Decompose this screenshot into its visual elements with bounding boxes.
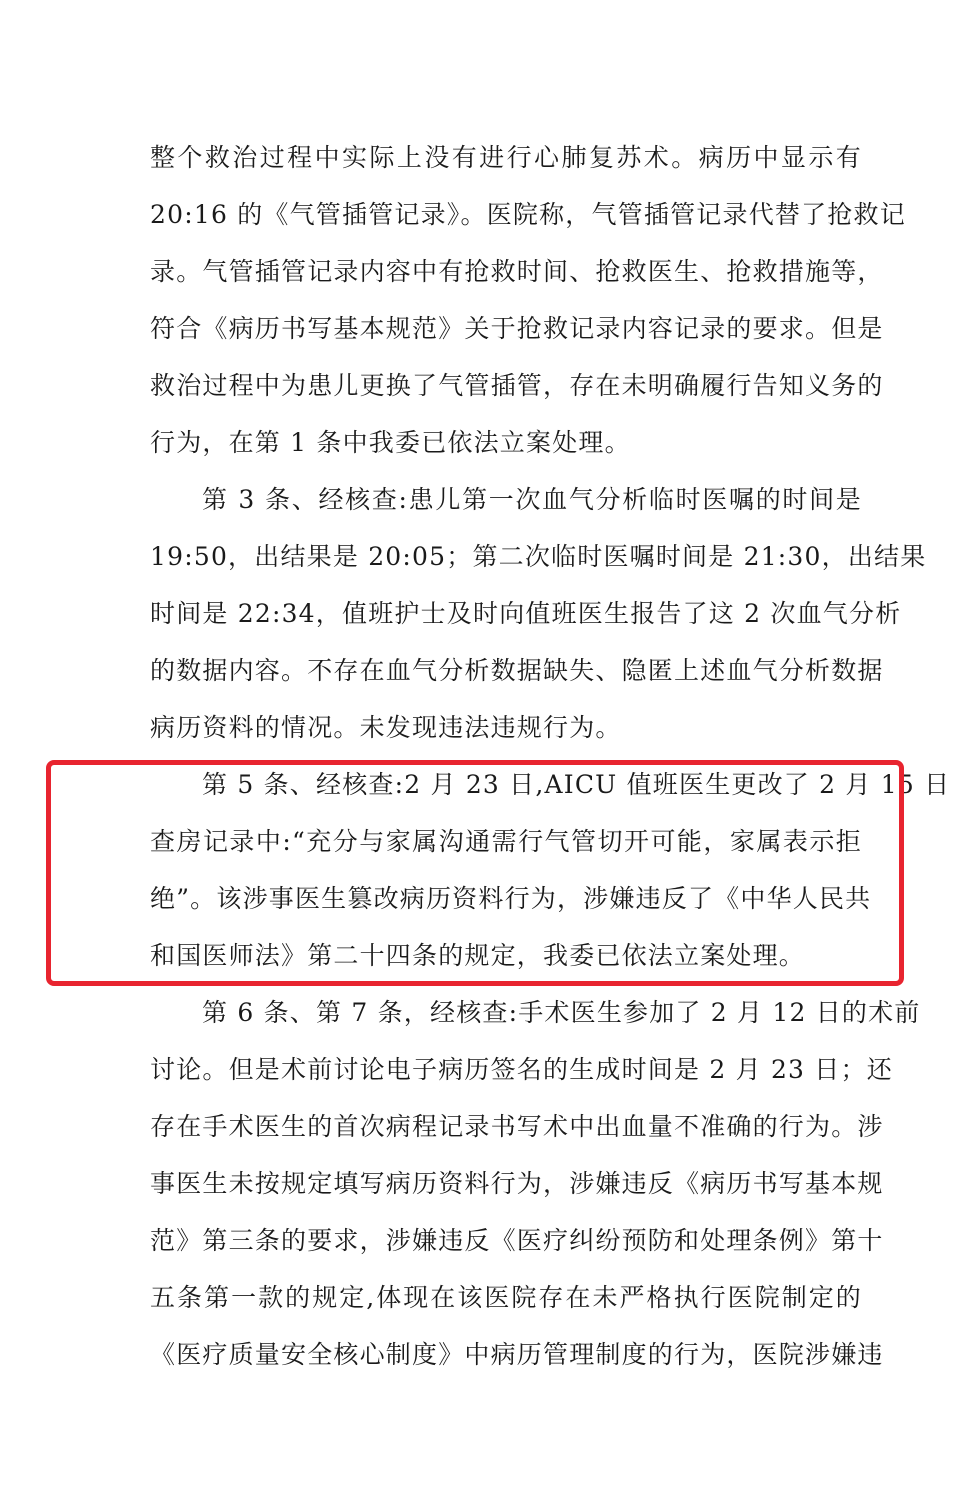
red-highlight-box	[46, 760, 951, 986]
paragraph-first-line: 第 5 条、经核查:2 月 23 日,AICU 值班医生更改了 2 月 15 日	[202, 770, 951, 799]
text-line: 和国医师法》第二十四条的规定，我委已依法立案处理。	[150, 941, 806, 970]
text-line: 范》第三条的要求，涉嫌违反《医疗纠纷预防和处理条例》第十	[150, 1226, 884, 1255]
text-line: 时间是 22:34，值班护士及时向值班医生报告了这 2 次血气分析	[150, 599, 902, 628]
text-line: 行为，在第 1 条中我委已依法立案处理。	[150, 428, 631, 457]
text-line: 存在手术医生的首次病程记录书写术中出血量不准确的行为。涉	[150, 1112, 884, 1141]
text-line: 救治过程中为患儿更换了气管插管，存在未明确履行告知义务的	[150, 371, 884, 400]
text-line: 19:50，出结果是 20:05；第二次临时医嘱时间是 21:30，出结果	[150, 542, 927, 571]
paragraph-first-line: 第 3 条、经核查:患儿第一次血气分析临时医嘱的时间是	[202, 485, 862, 514]
text-line: 查房记录中:“充分与家属沟通需行气管切开可能，家属表示拒	[150, 827, 862, 856]
text-line: 的数据内容。不存在血气分析数据缺失、隐匿上述血气分析数据	[150, 656, 884, 685]
paragraph-first-line: 第 6 条、第 7 条，经核查:手术医生参加了 2 月 12 日的术前	[202, 998, 921, 1027]
text-line: 符合《病历书写基本规范》关于抢救记录内容记录的要求。但是	[150, 314, 884, 343]
text-line: 五条第一款的规定,体现在该医院存在未严格执行医院制定的	[150, 1283, 862, 1312]
text-line: 讨论。但是术前讨论电子病历签名的生成时间是 2 月 23 日；还	[150, 1055, 893, 1084]
text-line: 整个救治过程中实际上没有进行心肺复苏术。病历中显示有	[150, 143, 862, 172]
text-line: 病历资料的情况。未发现违法违规行为。	[150, 713, 622, 742]
text-line: 事医生未按规定填写病历资料行为，涉嫌违反《病历书写基本规	[150, 1169, 884, 1198]
text-line: 录。气管插管记录内容中有抢救时间、抢救医生、抢救措施等，	[150, 257, 884, 286]
text-line: 绝”。该涉事医生篡改病历资料行为，涉嫌违反了《中华人民共	[150, 884, 872, 913]
text-line: 20:16 的《气管插管记录》。医院称，气管插管记录代替了抢救记	[150, 200, 906, 229]
text-line: 《医疗质量安全核心制度》中病历管理制度的行为，医院涉嫌违	[150, 1340, 884, 1369]
